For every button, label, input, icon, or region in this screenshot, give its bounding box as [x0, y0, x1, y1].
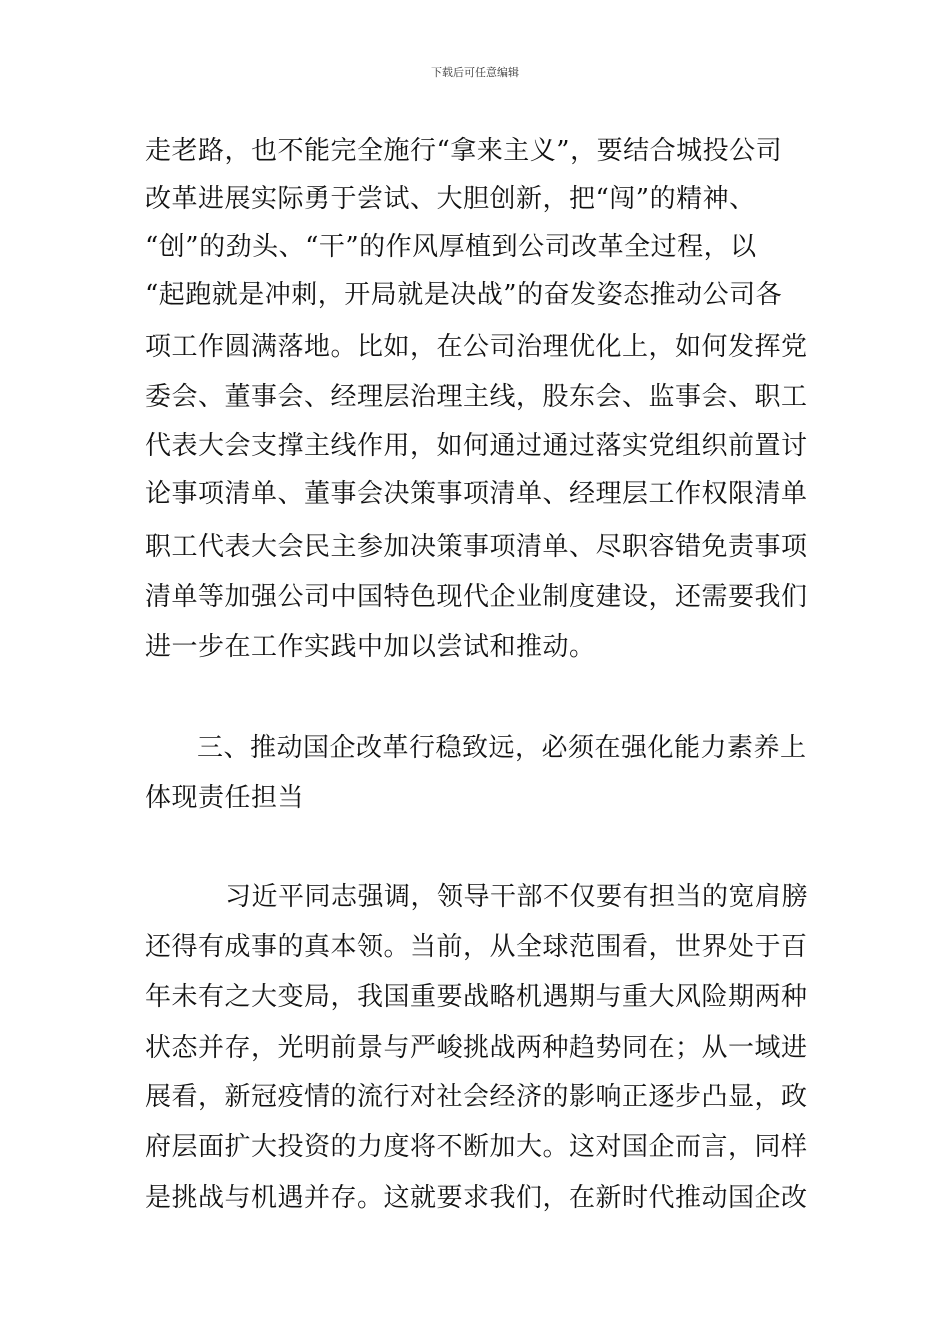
text-line: 年未有之大变局，我国重要战略机遇期与重大风险期两种: [145, 982, 808, 1012]
text-line: 习近平同志强调，领导干部不仅要有担当的宽肩膀: [225, 882, 809, 912]
text-line: 清单等加强公司中国特色现代企业制度建设，还需要我们: [145, 582, 808, 612]
text-line: 状态并存，光明前景与严峻挑战两种趋势同在；从一域进: [145, 1033, 808, 1063]
text-line: 项工作圆满落地。比如，在公司治理优化上，如何发挥党: [145, 332, 808, 362]
text-line: 改革进展实际勇于尝试、大胆创新，把“闯”的精神、: [145, 184, 756, 214]
page-header: 下载后可任意编辑: [431, 66, 519, 79]
text-line: 代表大会支撑主线作用，如何通过通过落实党组织前置讨: [145, 431, 808, 461]
text-line: “起跑就是冲刺，开局就是决战”的奋发姿态推动公司各: [145, 280, 783, 310]
text-line: 走老路，也不能完全施行“拿来主义”，要结合城投公司: [145, 136, 783, 166]
text-line: 委会、董事会、经理层治理主线，股东会、监事会、职工: [145, 382, 808, 412]
text-line: “创”的劲头、“干”的作风厚植到公司改革全过程，以: [145, 232, 757, 262]
text-line: 还得有成事的真本领。当前，从全球范围看，世界处于百: [145, 932, 808, 962]
text-line: 府层面扩大投资的力度将不断加大。这对国企而言，同样: [145, 1132, 808, 1162]
text-line: 展看，新冠疫情的流行对社会经济的影响正逐步凸显，政: [145, 1082, 808, 1112]
text-line: 是挑战与机遇并存。这就要求我们，在新时代推动国企改: [145, 1183, 808, 1213]
text-line: 职工代表大会民主参加决策事项清单、尽职容错免责事项: [145, 532, 808, 562]
heading-line: 三、推动国企改革行稳致远，必须在强化能力素养上: [197, 733, 807, 763]
text-line: 论事项清单、董事会决策事项清单、经理层工作权限清单: [145, 479, 808, 509]
heading-line: 体现责任担当: [145, 783, 305, 813]
text-line: 进一步在工作实践中加以尝试和推动。: [145, 632, 596, 662]
